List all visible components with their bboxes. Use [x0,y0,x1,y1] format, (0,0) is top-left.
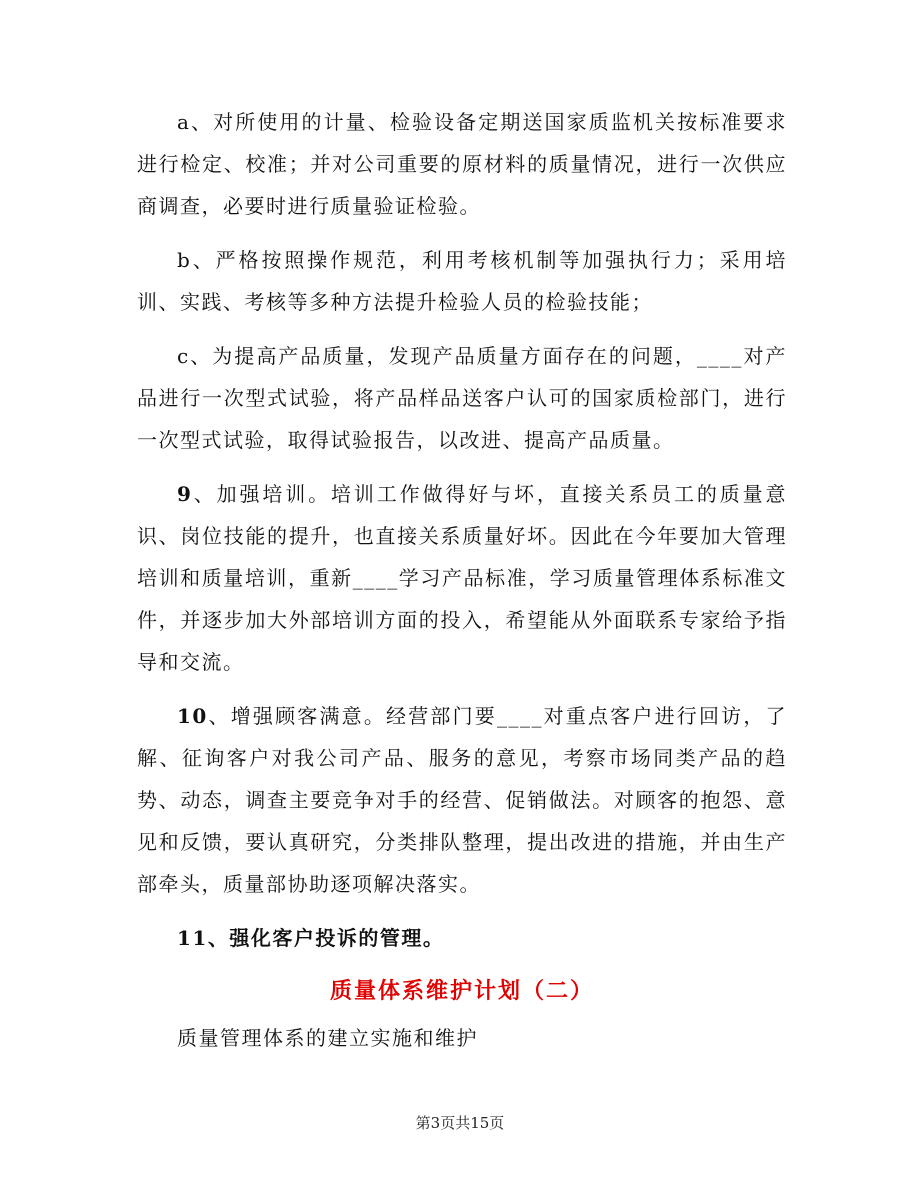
paragraph-10-number: 10 [177,704,208,728]
paragraph-a: a、对所使用的计量、检验设备定期送国家质监机关按标准要求进行检定、校准；并对公司重要的原材料的质量情况，进行一次供应商调查，必要时进行质量验证检验。 [137,110,787,218]
page-number: 第3页共15页 [415,1114,505,1132]
paragraph-9-number: 9 [177,482,193,506]
paragraph-11: 11、强化客户投诉的管理。 [177,926,445,950]
paragraph-b: b、严格按照操作规范，利用考核机制等加强执行力；采用培训、实践、考核等多种方法提升检验人员的检验技能； [137,248,787,314]
paragraph-10 [137,695,787,905]
document-body [137,101,787,1059]
paragraph-10-text: 、增强顾客满意。经营部门要____对重点客户进行回访，了解、征询客户对我公司产品、服务的意见，考察市场同类产品的趋势、动态，调查主要竞争对手的经营、促销做法。对顾客的抱怨、意见和反馈，要认真研究，分类排队整理，提出改进的措施，并由生产部牵头，质量部协助逐项解决落实。 [137,704,787,896]
paragraph-9 [137,473,787,683]
paragraph-9-text: 、加强培训。培训工作做得好与坏，直接关系员工的质量意识、岗位技能的提升，也直接关系质量好坏。因此在今年要加大管理培训和质量培训，重新____学习产品标准，学习质量管理体系标准文件，并逐步加大外部培训方面的投入，希望能从外面联系专家给予指导和交流。 [137,482,787,674]
paragraph-c: c、为提高产品质量，发现产品质量方面存在的问题，____对产品进行一次型式试验，将产品样品送客户认可的国家质检部门，进行一次型式试验，取得试验报告，以改进、提高产品质量。 [137,344,787,452]
section-heading: 质量体系维护计划（二） [329,978,594,1004]
section-subline: 质量管理体系的建立实施和维护 [177,1026,478,1050]
